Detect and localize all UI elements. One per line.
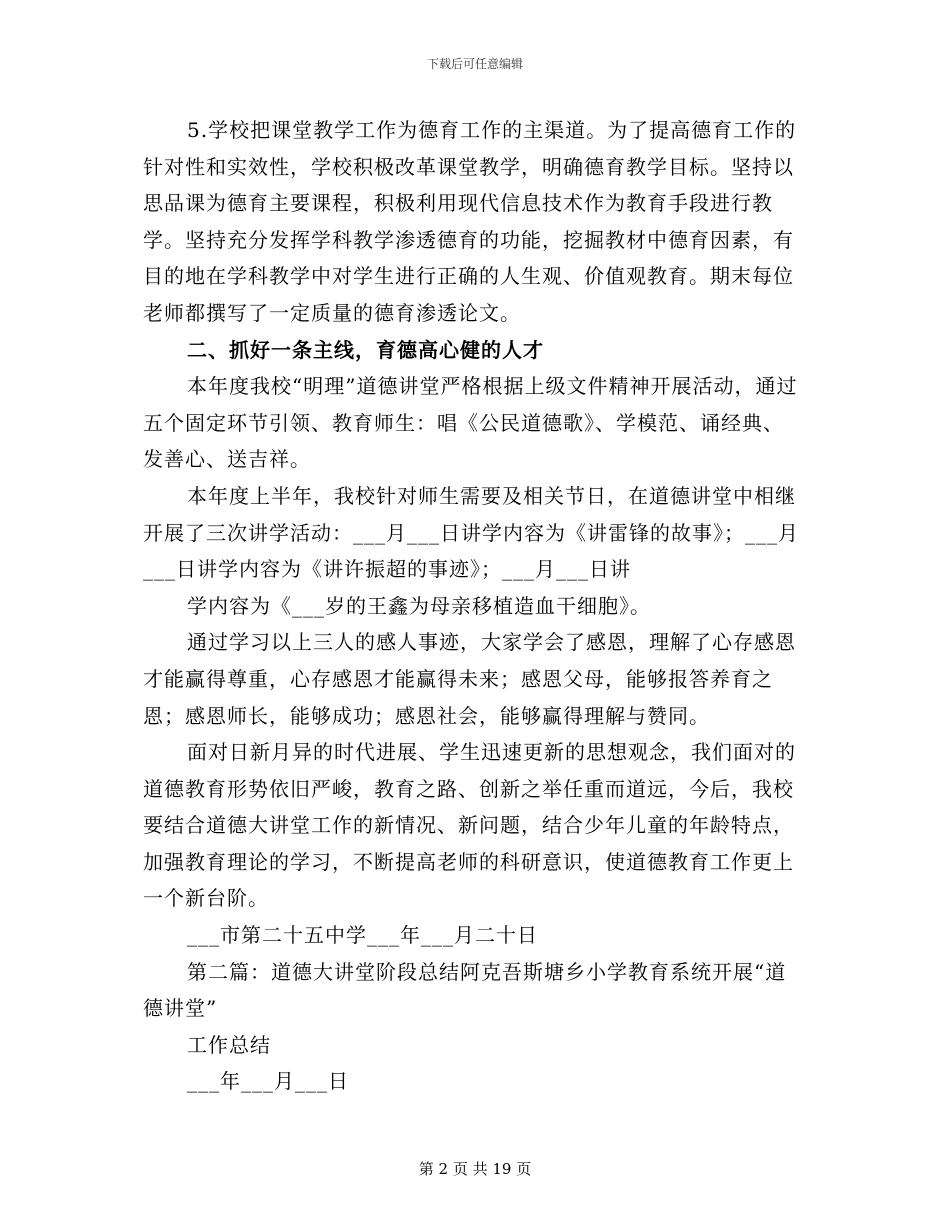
paragraph-lecture-hall: 本年度我校“明理”道德讲堂严格根据上级文件精神开展活动，通过五个固定环节引领、教育师生：唱《公民道德歌》、学模范、诵经典、发善心、送吉祥。 (143, 374, 798, 472)
section-heading: 二、抓好一条主线，育德高心健的人才 (187, 337, 544, 362)
work-summary-label: 工作总结 (187, 1032, 271, 1057)
paragraph-gratitude: 通过学习以上三人的感人事迹，大家学会了感恩，理解了心存感恩才能赢得尊重，心存感恩才能赢得未来；感恩父母，能够报答养育之恩；感恩师长，能够成功；感恩社会，能够赢得理解与赞同。 (143, 630, 796, 728)
paragraph-lecture-continued: 学内容为《___岁的王鑫为母亲移植造血干细胞》。 (187, 593, 651, 618)
paragraph-moral-teaching: 5.学校把课堂教学工作为德育工作的主渠道。为了提高德育工作的针对性和实效性，学校积极改革课堂教学，明确德育教学目标。坚持以思品课为德育主要课程，积极利用现代信息技术作为教育手段进行教学。坚持充分发挥学科教学渗透德育的功能，挖掘教材中德育因素，有目的地在学科教学中对学生进行正确的人生观、价值观教育。期末每位老师都撰写了一定质量的德育渗透论文。 (143, 118, 797, 325)
paragraph-lectures: 本年度上半年，我校针对师生需要及相关节日，在道德讲堂中相继开展了三次讲学活动：___月___日讲学内容为《讲雷锋的故事》；___月___日讲学内容为《讲许振超的事迹》；___月___日讲 (143, 483, 799, 582)
page-header: 下载后可任意编辑 (426, 57, 523, 71)
second-article-title: 第二篇：道德大讲堂阶段总结阿克吾斯塘乡小学教育系统开展“道德讲堂” (143, 959, 787, 1021)
document-body (143, 112, 803, 1100)
page-number: 第 2 页 共 19 页 (418, 1160, 532, 1178)
signature-date: ___市第二十五中学___年___月二十日 (187, 923, 538, 948)
date-line: ___年___月___日 (187, 1069, 349, 1094)
paragraph-outlook: 面对日新月异的时代进展、学生迅速更新的思想观念，我们面对的道德教育形势依旧严峻，教育之路、创新之举任重而道远，今后，我校要结合道德大讲堂工作的新情况、新问题，结合少年儿童的年龄特点，加强教育理论的学习，不断提高老师的科研意识，使道德教育工作更上一个新台阶。 (143, 740, 796, 911)
